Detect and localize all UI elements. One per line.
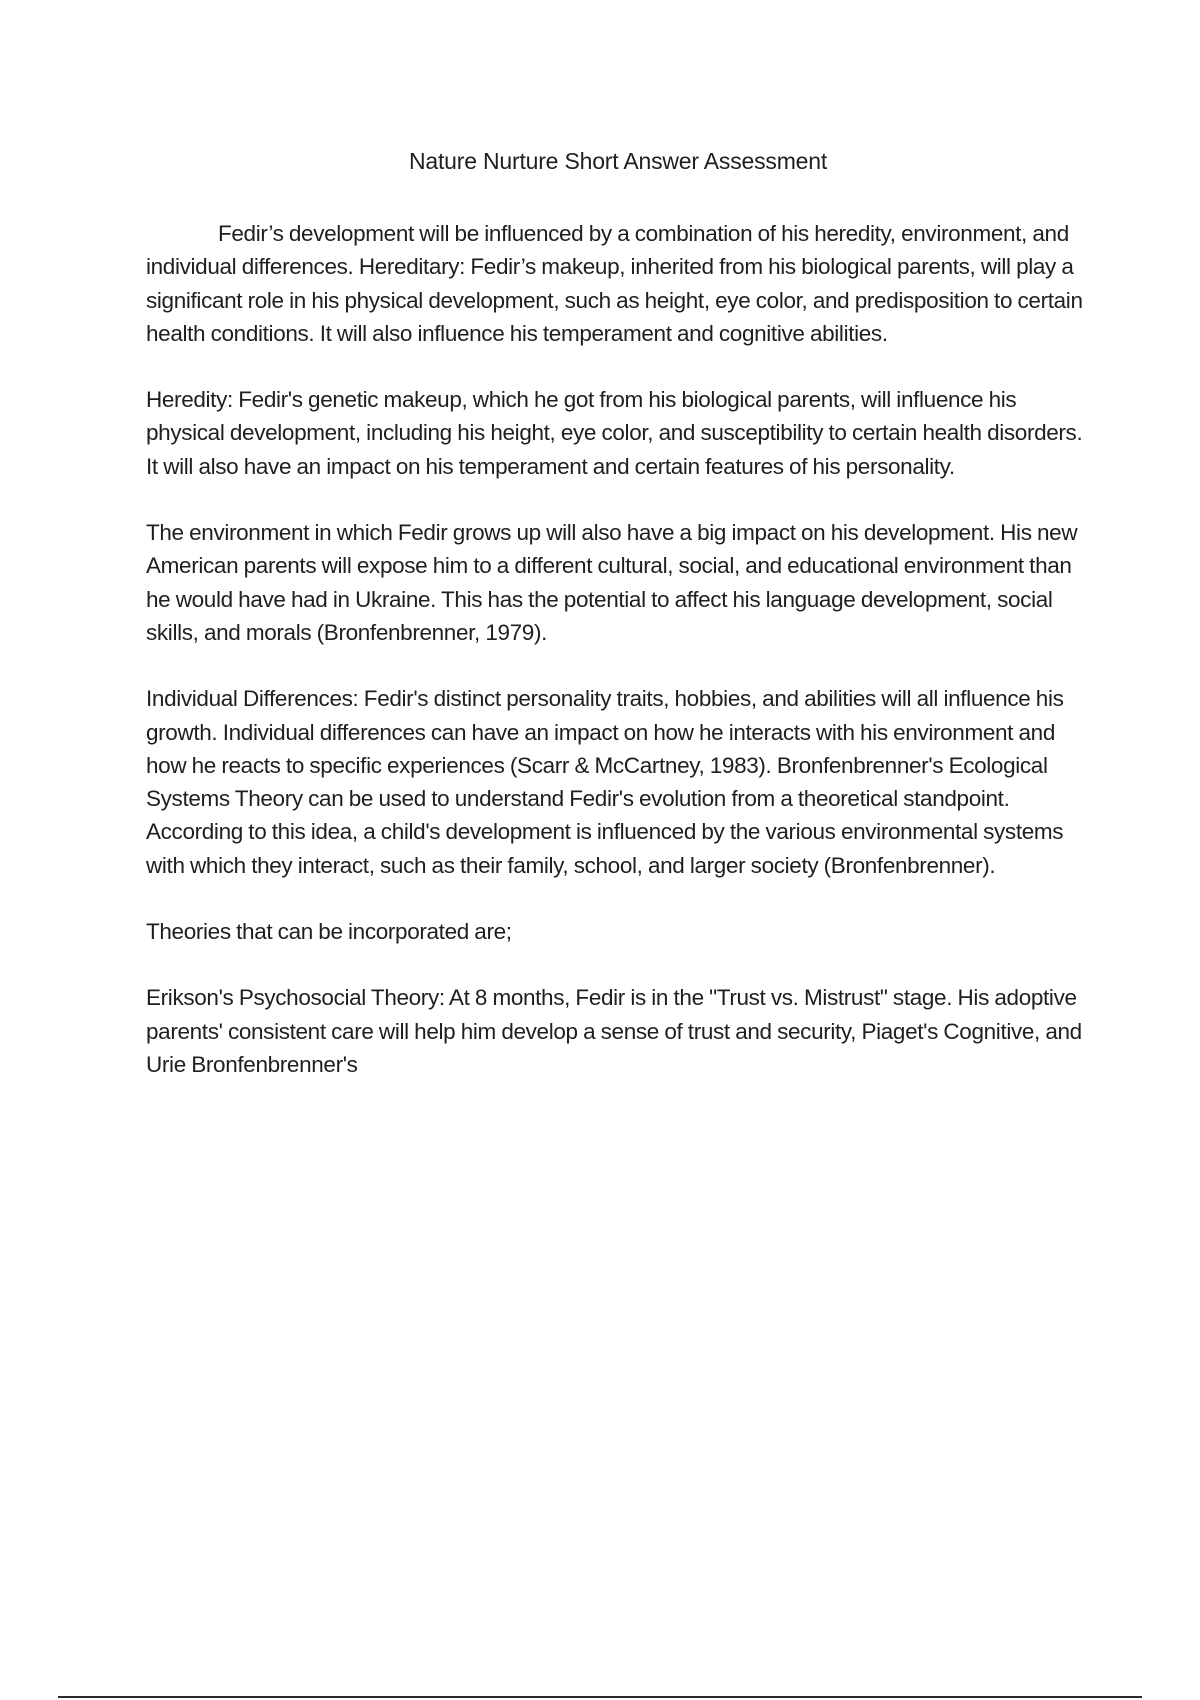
paragraph-individual-differences: Individual Differences: Fedir's distinct personality traits, hobbies, and abilities will all influence his growth. Individual differences can have an impact on how he interacts with his environment and how he reacts to specific experiences (Scarr & McCartney, 1983). Bronfenbrenner's Ecological Systems Theory can be used to understand Fedir's evolution from a theoretical standpoint. According to this idea, a child's development is influenced by the various environmental systems with which they interact, such as their family, school, and larger society (Bronfenbrenner). [146,686,1064,878]
document-body [146,217,1091,1114]
paragraph-environment: The environment in which Fedir grows up will also have a big impact on his development. His new American parents will expose him to a different cultural, social, and educational environment than he would have had in Ukraine. This has the potential to affect his language development, social skills, and morals (Bronfenbrenner, 1979). [146,520,1078,645]
paragraph-theories-intro: Theories that can be incorporated are; [146,919,512,945]
paragraph-overview: Fedir’s development will be influenced by a combination of his heredity, environment, and individual differences. Hereditary: Fedir’s makeup, inherited from his biological parents, will play a significant role in his physical development, such as height, eye color, and predisposition to certain health conditions. It will also influence his temperament and cognitive abilities. [146,221,1083,346]
document-title: Nature Nurture Short Answer Assessment [408,148,828,174]
paragraph-erikson: Erikson's Psychosocial Theory: At 8 months, Fedir is in the "Trust vs. Mistrust" stage. His adoptive parents' consistent care will help him develop a sense of trust and security, Piaget's Cognitive, and Urie Bronfenbrenner's [146,985,1082,1077]
page-bottom-divider [58,1696,1142,1698]
paragraph-heredity: Heredity: Fedir's genetic makeup, which he got from his biological parents, will influence his physical development, including his height, eye color, and susceptibility to certain health disorders. It will also have an impact on his temperament and certain features of his personality. [146,387,1083,479]
